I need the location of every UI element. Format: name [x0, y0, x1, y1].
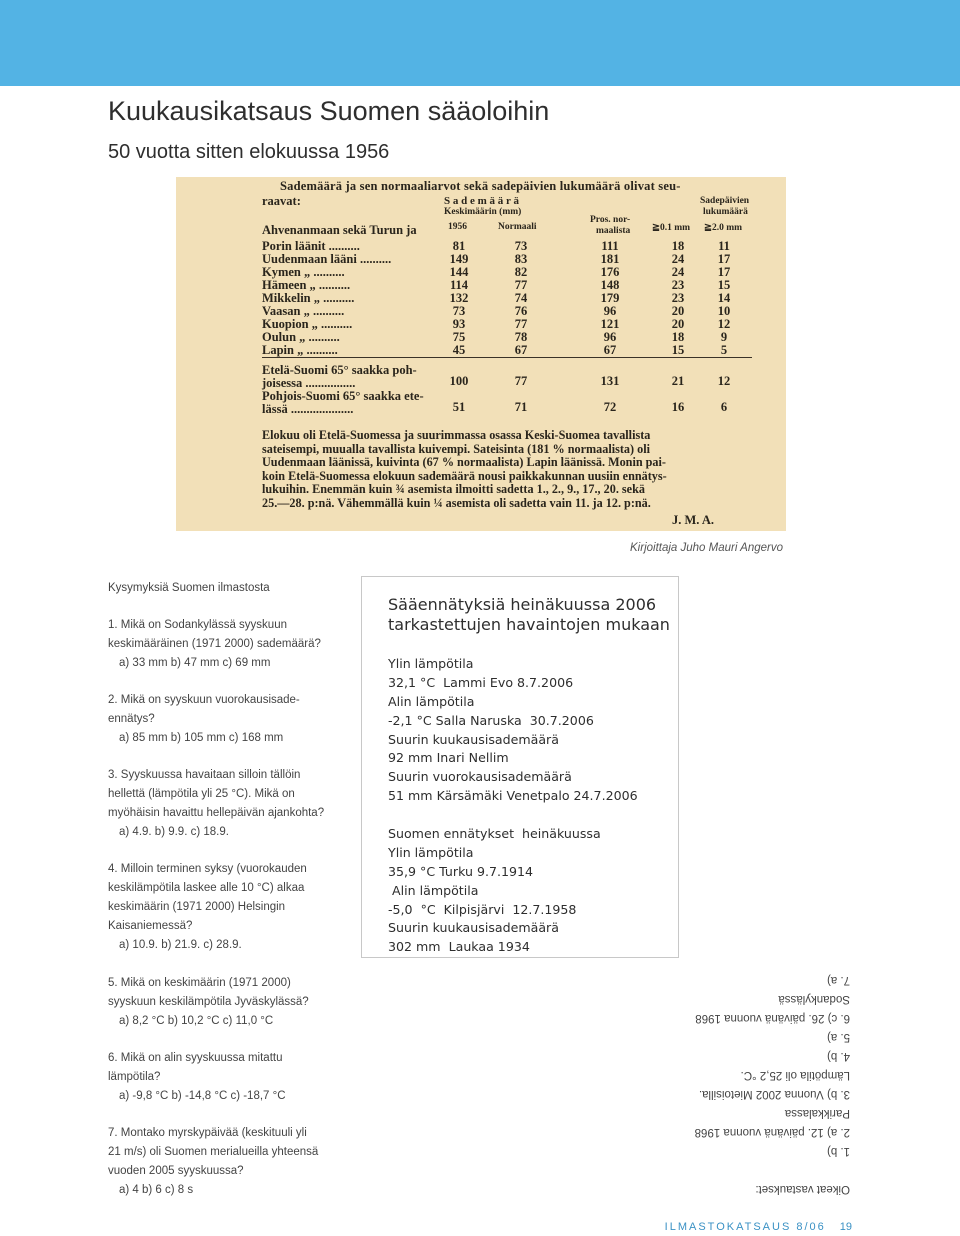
table-cell: 181: [600, 252, 620, 266]
table-cell: 114: [449, 278, 469, 292]
records-title: [388, 595, 670, 635]
records-line: Ylin lämpötila: [388, 656, 474, 671]
table-cell: 83: [514, 252, 528, 266]
clipping-paragraph-line: Elokuu oli Etelä-Suomessa ja suurimmassa osassa Keski-Suomea tavallista: [262, 428, 651, 442]
records-line: 51 mm Kärsämäki Venetpalo 24.7.2006: [388, 788, 638, 804]
records-line: 92 mm Inari Nellim: [388, 750, 509, 766]
records-title-line: tarkastettujen havaintojen mukaan: [388, 615, 670, 634]
quiz-line: lämpötila?: [108, 1071, 161, 1083]
table-cell: 24: [671, 265, 685, 279]
answer-line: 7. a): [826, 974, 850, 986]
records-title-line: Sääennätyksiä heinäkuussa 2006: [388, 595, 657, 614]
table-row-label: Kymen „ ..........: [262, 265, 345, 279]
table-cell: 20: [671, 317, 685, 331]
answer-line: 2. a) 12. päivänä vuonna 1968: [694, 1126, 850, 1138]
quiz-line: myöhäisin havaittu hellepäivän ajankohta?: [108, 807, 325, 819]
table-cell: 77: [514, 317, 528, 331]
south-d1: 21: [671, 374, 685, 388]
records-box: [361, 576, 679, 958]
answer-line: 1. b): [826, 1145, 850, 1157]
quiz-line: 6. Mikä on alin syyskuussa mitattu: [108, 1052, 283, 1064]
table-cell: 17: [717, 265, 731, 279]
table-cell: 148: [600, 278, 620, 292]
col-group-days: Sadepäivien: [700, 196, 750, 206]
answer-line: 4. b): [826, 1050, 850, 1062]
table-cell: 77: [514, 278, 528, 292]
header-band: [0, 0, 960, 86]
table-cell: 45: [452, 343, 466, 357]
clipping-paragraph-line: lukuihin. Enemmän kuin ¾ asemista ilmoitti sadetta 1., 2., 9., 17., 20. sekä: [262, 482, 645, 497]
records-line: Suurin kuukausisademäärä: [388, 731, 559, 747]
col-region-header: Ahvenanmaan sekä Turun ja: [262, 223, 417, 237]
table-row-label: Mikkelin „ ..........: [262, 291, 355, 305]
table-cell: 96: [603, 330, 617, 344]
answer-line: 6. c) 26. päivänä vuonna 1968: [695, 1012, 850, 1024]
quiz-line: syyskuun keskilämpötila Jyväskylässä?: [108, 996, 309, 1008]
quiz-line: hellettä (lämpötila yli 25 °C). Mikä on: [108, 788, 295, 800]
quiz-line: a) 4.9. b) 9.9. c) 18.9.: [119, 826, 229, 838]
table-cell: 111: [601, 239, 619, 253]
table-cell: 121: [600, 317, 620, 331]
south-label-1: Etelä-Suomi 65° saakka poh-: [262, 363, 417, 377]
table-cell: 149: [449, 252, 469, 266]
table-cell: 73: [514, 239, 528, 253]
records-line: [388, 806, 638, 825]
col-pct-2: maalista: [596, 226, 631, 236]
quiz-line: 5. Mikä on keskimäärin (1971 2000): [108, 977, 291, 989]
clipping-paragraph-line: 25.—28. p:nä. Vähemmällä kuin ¼ asemista oli sadetta vain 11. ja 12. p:nä.: [262, 495, 651, 510]
quiz-line: 2. Mikä on syyskuun vuorokausisade-: [108, 694, 300, 706]
table-cell: 179: [600, 291, 620, 305]
table-cell: 12: [717, 317, 731, 331]
quiz-line: a) 10.9. b) 21.9. c) 28.9.: [119, 939, 242, 951]
table-cell: 93: [452, 317, 466, 331]
quiz-line: 3. Syyskuussa havaitaan silloin tällöin: [108, 769, 301, 781]
south-normal: 77: [514, 374, 528, 388]
north-1956: 51: [452, 400, 466, 414]
clipping-paragraph-line: Uudenmaan läänissä, kuivinta (67 % normaalista) Lapin läänissä. Monin pai-: [262, 455, 666, 470]
records-line: Suurin vuorokausisademäärä: [388, 769, 572, 785]
table-cell: 81: [452, 239, 466, 253]
records-line: 302 mm Laukaa 1934: [388, 939, 530, 955]
records-line: Alin lämpötila: [388, 693, 475, 709]
north-label-2: lässä ....................: [262, 402, 354, 416]
quiz-line: 7. Montako myrskypäivää (keskituuli yli: [108, 1127, 307, 1139]
page-subtitle: 50 vuotta sitten elokuussa 1956: [108, 141, 390, 163]
page-title: Kuukausikatsaus Suomen sääoloihin: [108, 96, 550, 126]
table-cell: 144: [449, 265, 469, 279]
clipping-signature: J. M. A.: [672, 513, 715, 527]
quiz-column: [108, 579, 348, 955]
col-days-2: ≧2.0 mm: [704, 223, 743, 233]
answer-line: Sodankylässä: [778, 993, 850, 1005]
table-cell: 74: [514, 291, 528, 305]
north-d1: 16: [671, 400, 685, 414]
historical-clipping: [176, 177, 786, 531]
quiz-line: keskilämpötila laskee alle 10 °C) alkaa: [108, 882, 305, 894]
clipping-paragraph: [262, 429, 782, 511]
records-line: -2,1 °C Salla Naruska 30.7.2006: [388, 712, 594, 728]
answers-heading: Oikeat vastaukset:: [755, 1183, 850, 1195]
table-cell: 23: [671, 278, 685, 292]
clipping-heading-2: raavat:: [262, 194, 301, 208]
north-d2: 6: [720, 400, 728, 414]
table-cell: 176: [600, 265, 620, 279]
table-cell: 24: [671, 252, 685, 266]
publication-name: ILMASTOKATSAUS 8/06: [664, 1221, 826, 1233]
table-cell: 20: [671, 304, 685, 318]
col-group-days-sub: lukumäärä: [703, 207, 748, 217]
answer-line: 3. b) Vuonna 2002 Mietoisilla.: [698, 1088, 850, 1100]
table-cell: 67: [603, 343, 617, 357]
col-normal: Normaali: [498, 222, 537, 232]
table-cell: 18: [671, 239, 685, 253]
south-1956: 100: [449, 374, 469, 388]
table-cell: 15: [717, 278, 731, 292]
records-line: 35,9 °C Turku 9.7.1914: [388, 863, 534, 879]
records-line: Alin lämpötila: [388, 882, 479, 898]
records-line: Suurin kuukausisademäärä: [388, 920, 559, 936]
records-line: Suomen ennätykset heinäkuussa: [388, 826, 601, 842]
table-cell: 11: [718, 239, 730, 253]
table-cell: 75: [452, 330, 466, 344]
quiz-line: a) 4 b) 6 c) 8 s: [119, 1184, 194, 1196]
quiz-line: vuoden 2005 syyskuussa?: [108, 1165, 244, 1177]
quiz-line: a) 8,2 °C b) 10,2 °C c) 11,0 °C: [119, 1015, 274, 1027]
quiz-line: 21 m/s) oli Suomen merialueilla yhteensä: [108, 1146, 319, 1158]
author-credit: Kirjoittaja Juho Mauri Angervo: [630, 542, 783, 554]
records-line: -5,0 °C Kilpisjärvi 12.7.1958: [388, 901, 577, 917]
quiz-line: keskimääräinen (1971 2000) sademäärä?: [108, 638, 321, 650]
table-row-label: Vaasan „ ..........: [262, 304, 345, 318]
clipping-paragraph-line: sateisempi, muualla tavallista kuivempi. Sateisinta (181 % normaalista) oli: [262, 441, 650, 456]
table-cell: 5: [720, 343, 728, 357]
quiz-line: 1. Mikä on Sodankylässä syyskuun: [108, 619, 287, 631]
table-row-label: Porin läänit ..........: [262, 239, 360, 253]
quiz-line: ennätys?: [108, 713, 155, 725]
answers-block: [690, 976, 850, 1198]
clipping-paragraph-line: koin Etelä-Suomessa elokuun sademäärä nousi paikkakunnan uusiin ennätys-: [262, 468, 667, 483]
south-label-2: joisessa ................: [262, 376, 356, 390]
records-line: Ylin lämpötila: [388, 844, 474, 860]
quiz-line: Kaisaniemessä?: [108, 920, 193, 932]
quiz-line: a) 85 mm b) 105 mm c) 168 mm: [119, 732, 284, 744]
quiz-line: a) -9,8 °C b) -14,8 °C c) -18,7 °C: [119, 1090, 286, 1102]
table-cell: 78: [514, 330, 528, 344]
table-row-label: Kuopion „ ..........: [262, 317, 353, 331]
table-cell: 23: [671, 291, 685, 305]
south-pct: 131: [600, 374, 620, 388]
quiz-line: keskimäärin (1971 2000) Helsingin: [108, 901, 286, 913]
table-cell: 14: [717, 291, 731, 305]
col-pct: Pros. nor-: [590, 215, 631, 225]
table-cell: 67: [514, 343, 528, 357]
table-cell: 73: [452, 304, 466, 318]
table-cell: 132: [449, 291, 469, 305]
table-cell: 96: [603, 304, 617, 318]
south-d2: 12: [717, 374, 731, 388]
table-cell: 10: [717, 304, 731, 318]
table-cell: 15: [671, 343, 685, 357]
table-rule: [262, 357, 752, 358]
records-list: [388, 655, 638, 957]
north-label-1: Pohjois-Suomi 65° saakka ete-: [262, 389, 424, 403]
page-footer: [665, 1221, 852, 1233]
table-row-label: Hämeen „ ..........: [262, 278, 351, 292]
table-cell: 18: [671, 330, 685, 344]
table-row-label: Oulun „ ..........: [262, 330, 340, 344]
answer-line: 5. a): [826, 1031, 850, 1043]
north-pct: 72: [603, 400, 617, 414]
col-group-rain: S a d e m ä ä r ä: [444, 195, 519, 207]
quiz-column-lower: [108, 974, 368, 1200]
col-days-1: ≧0.1 mm: [652, 223, 691, 233]
table-cell: 76: [514, 304, 528, 318]
page-number: 19: [839, 1221, 852, 1233]
table-cell: 17: [717, 252, 731, 266]
quiz-heading: Kysymyksiä Suomen ilmastosta: [108, 582, 270, 594]
table-cell: 9: [720, 330, 728, 344]
answer-line: Parikkalassa: [784, 1107, 850, 1119]
records-line: 32,1 °C Lammi Evo 8.7.2006: [388, 674, 574, 690]
col-1956: 1956: [448, 222, 467, 232]
north-normal: 71: [514, 400, 528, 414]
table-cell: 82: [514, 265, 528, 279]
answer-line: Lämpötila oli 25,2 °C.: [740, 1069, 850, 1081]
quiz-line: a) 33 mm b) 47 mm c) 69 mm: [119, 657, 271, 669]
table-row-label: Lapin „ ..........: [262, 343, 338, 357]
quiz-line: 4. Milloin terminen syksy (vuorokauden: [108, 863, 307, 875]
table-row-label: Uudenmaan lääni ..........: [262, 252, 392, 266]
col-group-rain-sub: Keskimäärin (mm): [444, 207, 522, 217]
clipping-heading: Sademäärä ja sen normaaliarvot sekä sadepäivien lukumäärä olivat seu-: [280, 179, 681, 193]
